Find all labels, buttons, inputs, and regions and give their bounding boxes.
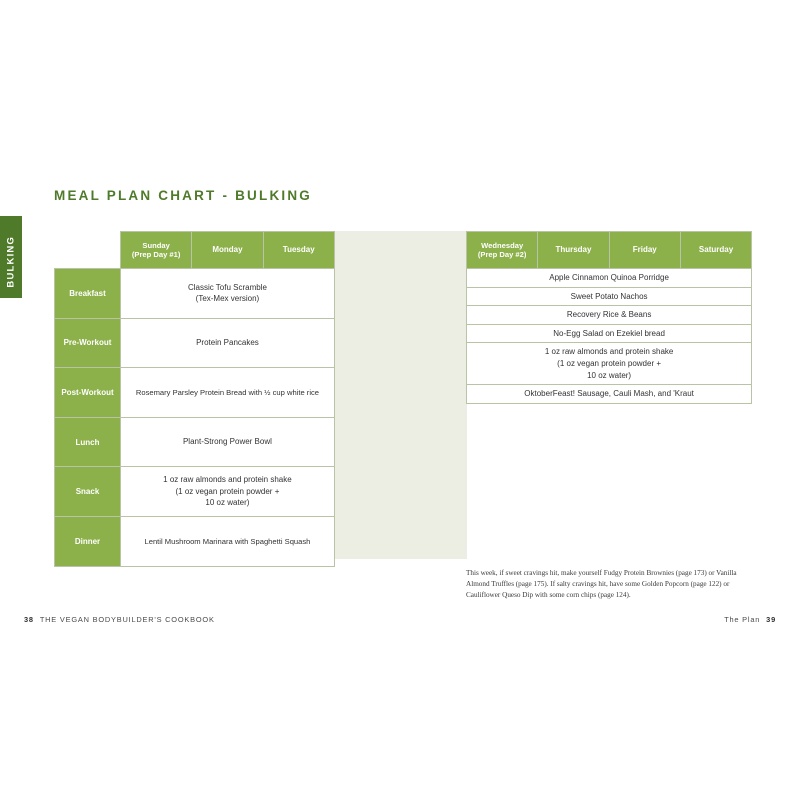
cell-right-dinner: OktoberFeast! Sausage, Cauli Mash, and 'Kraut — [467, 385, 752, 404]
column-header-tuesday: Tuesday — [263, 232, 334, 269]
page-number-right: 39 — [766, 615, 776, 624]
column-header-monday: Monday — [192, 232, 263, 269]
chapter-title-footer: The Plan — [724, 615, 761, 624]
section-tab-bulking — [0, 216, 22, 298]
table-row — [55, 516, 335, 566]
row-label-lunch: Lunch — [55, 417, 121, 467]
folio-right — [724, 615, 776, 624]
table-row — [55, 467, 335, 517]
meal-plan-table-left — [54, 231, 335, 567]
meal-plan-table-right — [466, 231, 752, 404]
column-header-saturday: Saturday — [680, 232, 751, 269]
table-row — [467, 287, 752, 306]
cell-left-lunch: Plant-Strong Power Bowl — [121, 417, 335, 467]
cell-left-snack: 1 oz raw almonds and protein shake (1 oz vegan protein powder + 10 oz water) — [121, 467, 335, 517]
cell-left-dinner: Lentil Mushroom Marinara with Spaghetti Squash — [121, 516, 335, 566]
table-header-row — [55, 232, 335, 269]
folio-left — [24, 615, 215, 624]
column-header-thursday: Thursday — [538, 232, 609, 269]
column-header-wednesday-line1: Wednesday — [481, 240, 524, 250]
footnote-text: This week, if sweet cravings hit, make yourself Fudgy Protein Brownies (page 173) or Vanilla Almond Truffles (page 175). If salty cravings hit, have some Golden Popcorn (page 122) or Cauliflower Queso Dip with some corn chips (page 124). — [466, 569, 737, 600]
table-header-row — [467, 232, 752, 269]
section-tab-label: BULKING — [5, 235, 17, 288]
page-number-left: 38 — [24, 615, 34, 624]
table-row — [467, 385, 752, 404]
table-row — [467, 343, 752, 385]
table-row — [467, 324, 752, 343]
cell-right-lunch: No-Egg Salad on Ezekiel bread — [467, 324, 752, 343]
column-header-friday: Friday — [609, 232, 680, 269]
row-label-pre-workout: Pre-Workout — [55, 318, 121, 368]
column-header-sunday-line2: (Prep Day #1) — [131, 250, 181, 259]
table-row — [55, 417, 335, 467]
column-header-wednesday — [467, 232, 538, 269]
cell-left-breakfast: Classic Tofu Scramble (Tex-Mex version) — [121, 269, 335, 319]
table-row — [55, 368, 335, 418]
table-row — [55, 269, 335, 319]
cell-left-post-workout: Rosemary Parsley Protein Bread with ½ cup white rice — [121, 368, 335, 418]
cell-right-snack: 1 oz raw almonds and protein shake (1 oz vegan protein powder + 10 oz water) — [467, 343, 752, 385]
cell-right-pre-workout: Sweet Potato Nachos — [467, 287, 752, 306]
column-header-sunday-line1: Sunday — [142, 240, 170, 250]
row-label-post-workout: Post-Workout — [55, 368, 121, 418]
table-row — [467, 269, 752, 288]
row-label-breakfast: Breakfast — [55, 269, 121, 319]
table-corner-cell — [55, 232, 121, 269]
table-row — [55, 318, 335, 368]
column-header-wednesday-line2: (Prep Day #2) — [477, 250, 527, 259]
page-title: MEAL PLAN CHART - BULKING — [54, 188, 312, 203]
book-title-footer: THE VEGAN BODYBUILDER'S COOKBOOK — [39, 615, 215, 624]
cell-right-post-workout: Recovery Rice & Beans — [467, 306, 752, 325]
column-header-sunday — [121, 232, 192, 269]
row-label-dinner: Dinner — [55, 516, 121, 566]
cell-left-pre-workout: Protein Pancakes — [121, 318, 335, 368]
cell-right-breakfast: Apple Cinnamon Quinoa Porridge — [467, 269, 752, 288]
row-label-snack: Snack — [55, 467, 121, 517]
gutter-block — [333, 231, 467, 559]
table-row — [467, 306, 752, 325]
